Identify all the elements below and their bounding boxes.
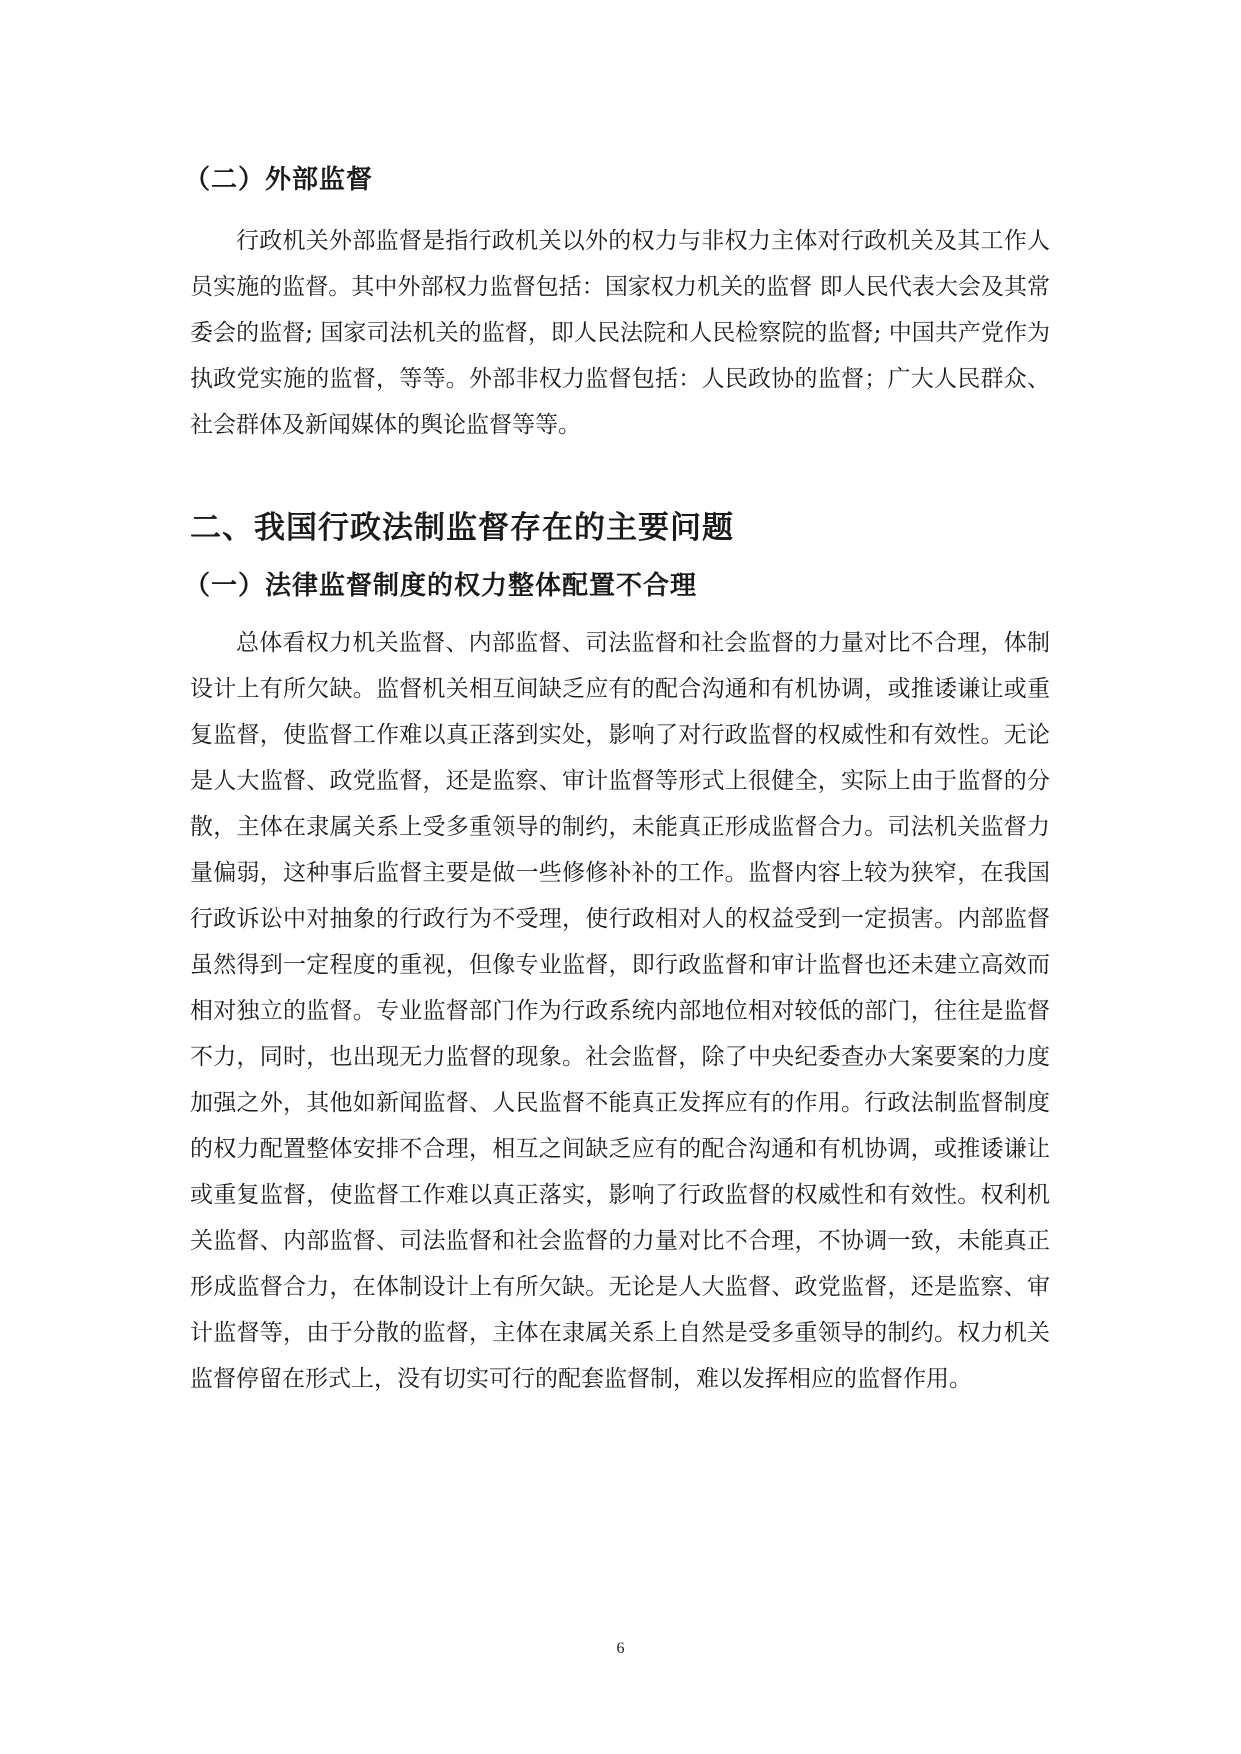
paragraph-external-supervision: 行政机关外部监督是指行政机关以外的权力与非权力主体对行政机关及其工作人员实施的监督。其中外部权力监督包括：国家权力机关的监督 即人民代表大会及其常委会的监督; 国家司法机关的监督，即人民法院和人民检察院的监督; 中国共产党作为执政党实施的监督，等等。外部非权力监督包括：人民政协的监督；广大人民群众、社会群体及新闻媒体的舆论监督等等。 [190,228,1050,438]
paragraph-power-allocation: 总体看权力机关监督、内部监督、司法监督和社会监督的力量对比不合理，体制设计上有所欠缺。监督机关相互间缺乏应有的配合沟通和有机协调，或推诿谦让或重复监督，使监督工作难以真正落到实处，影响了对行政监督的权威性和有效性。无论是人大监督、政党监督，还是监察、审计监督等形式上很健全，实际上由于监督的分散，主体在隶属关系上受多重领导的制约，未能真正形成监督合力。司法机关监督力量偏弱，这种事后监督主要是做一些修修补补的工作。监督内容上较为狭窄，在我国行政诉讼中对抽象的行政行为不受理，使行政相对人的权益受到一定损害。内部监督虽然得到一定程度的重视，但像专业监督，即行政监督和审计监督也还未建立高效而相对独立的监督。专业监督部门作为行政系统内部地位相对较低的部门，往往是监督不力，同时，也出现无力监督的现象。社会监督，除了中央纪委查办大案要案的力度加强之外，其他如新闻监督、人民监督不能真正发挥应有的作用。行政法制监督制度的权力配置整体安排不合理，相互之间缺乏应有的配合沟通和有机协调，或推诿谦让或重复监督，使监督工作难以真正落实，影响了行政监督的权威性和有效性。权利机关监督、内部监督、司法监督和社会监督的力量对比不合理，不协调一致，未能真正形成监督合力，在体制设计上有所欠缺。无论是人大监督、政党监督，还是监察、审计监督等，由于分散的监督，主体在隶属关系上自然是受多重领导的制约。权力机关监督停留在形式上，没有切实可行的配套监督制，难以发挥相应的监督作用。 [190,630,1050,1392]
section-heading-power-allocation: （一）法律监督制度的权力整体配置不合理 [184,571,698,601]
chapter-heading-main-problems: 二、我国行政法制监督存在的主要问题 [190,510,734,546]
section-heading-external-supervision: （二）外部监督 [184,165,374,195]
page-number: 6 [616,1640,625,1657]
page-content [184,160,1050,1402]
